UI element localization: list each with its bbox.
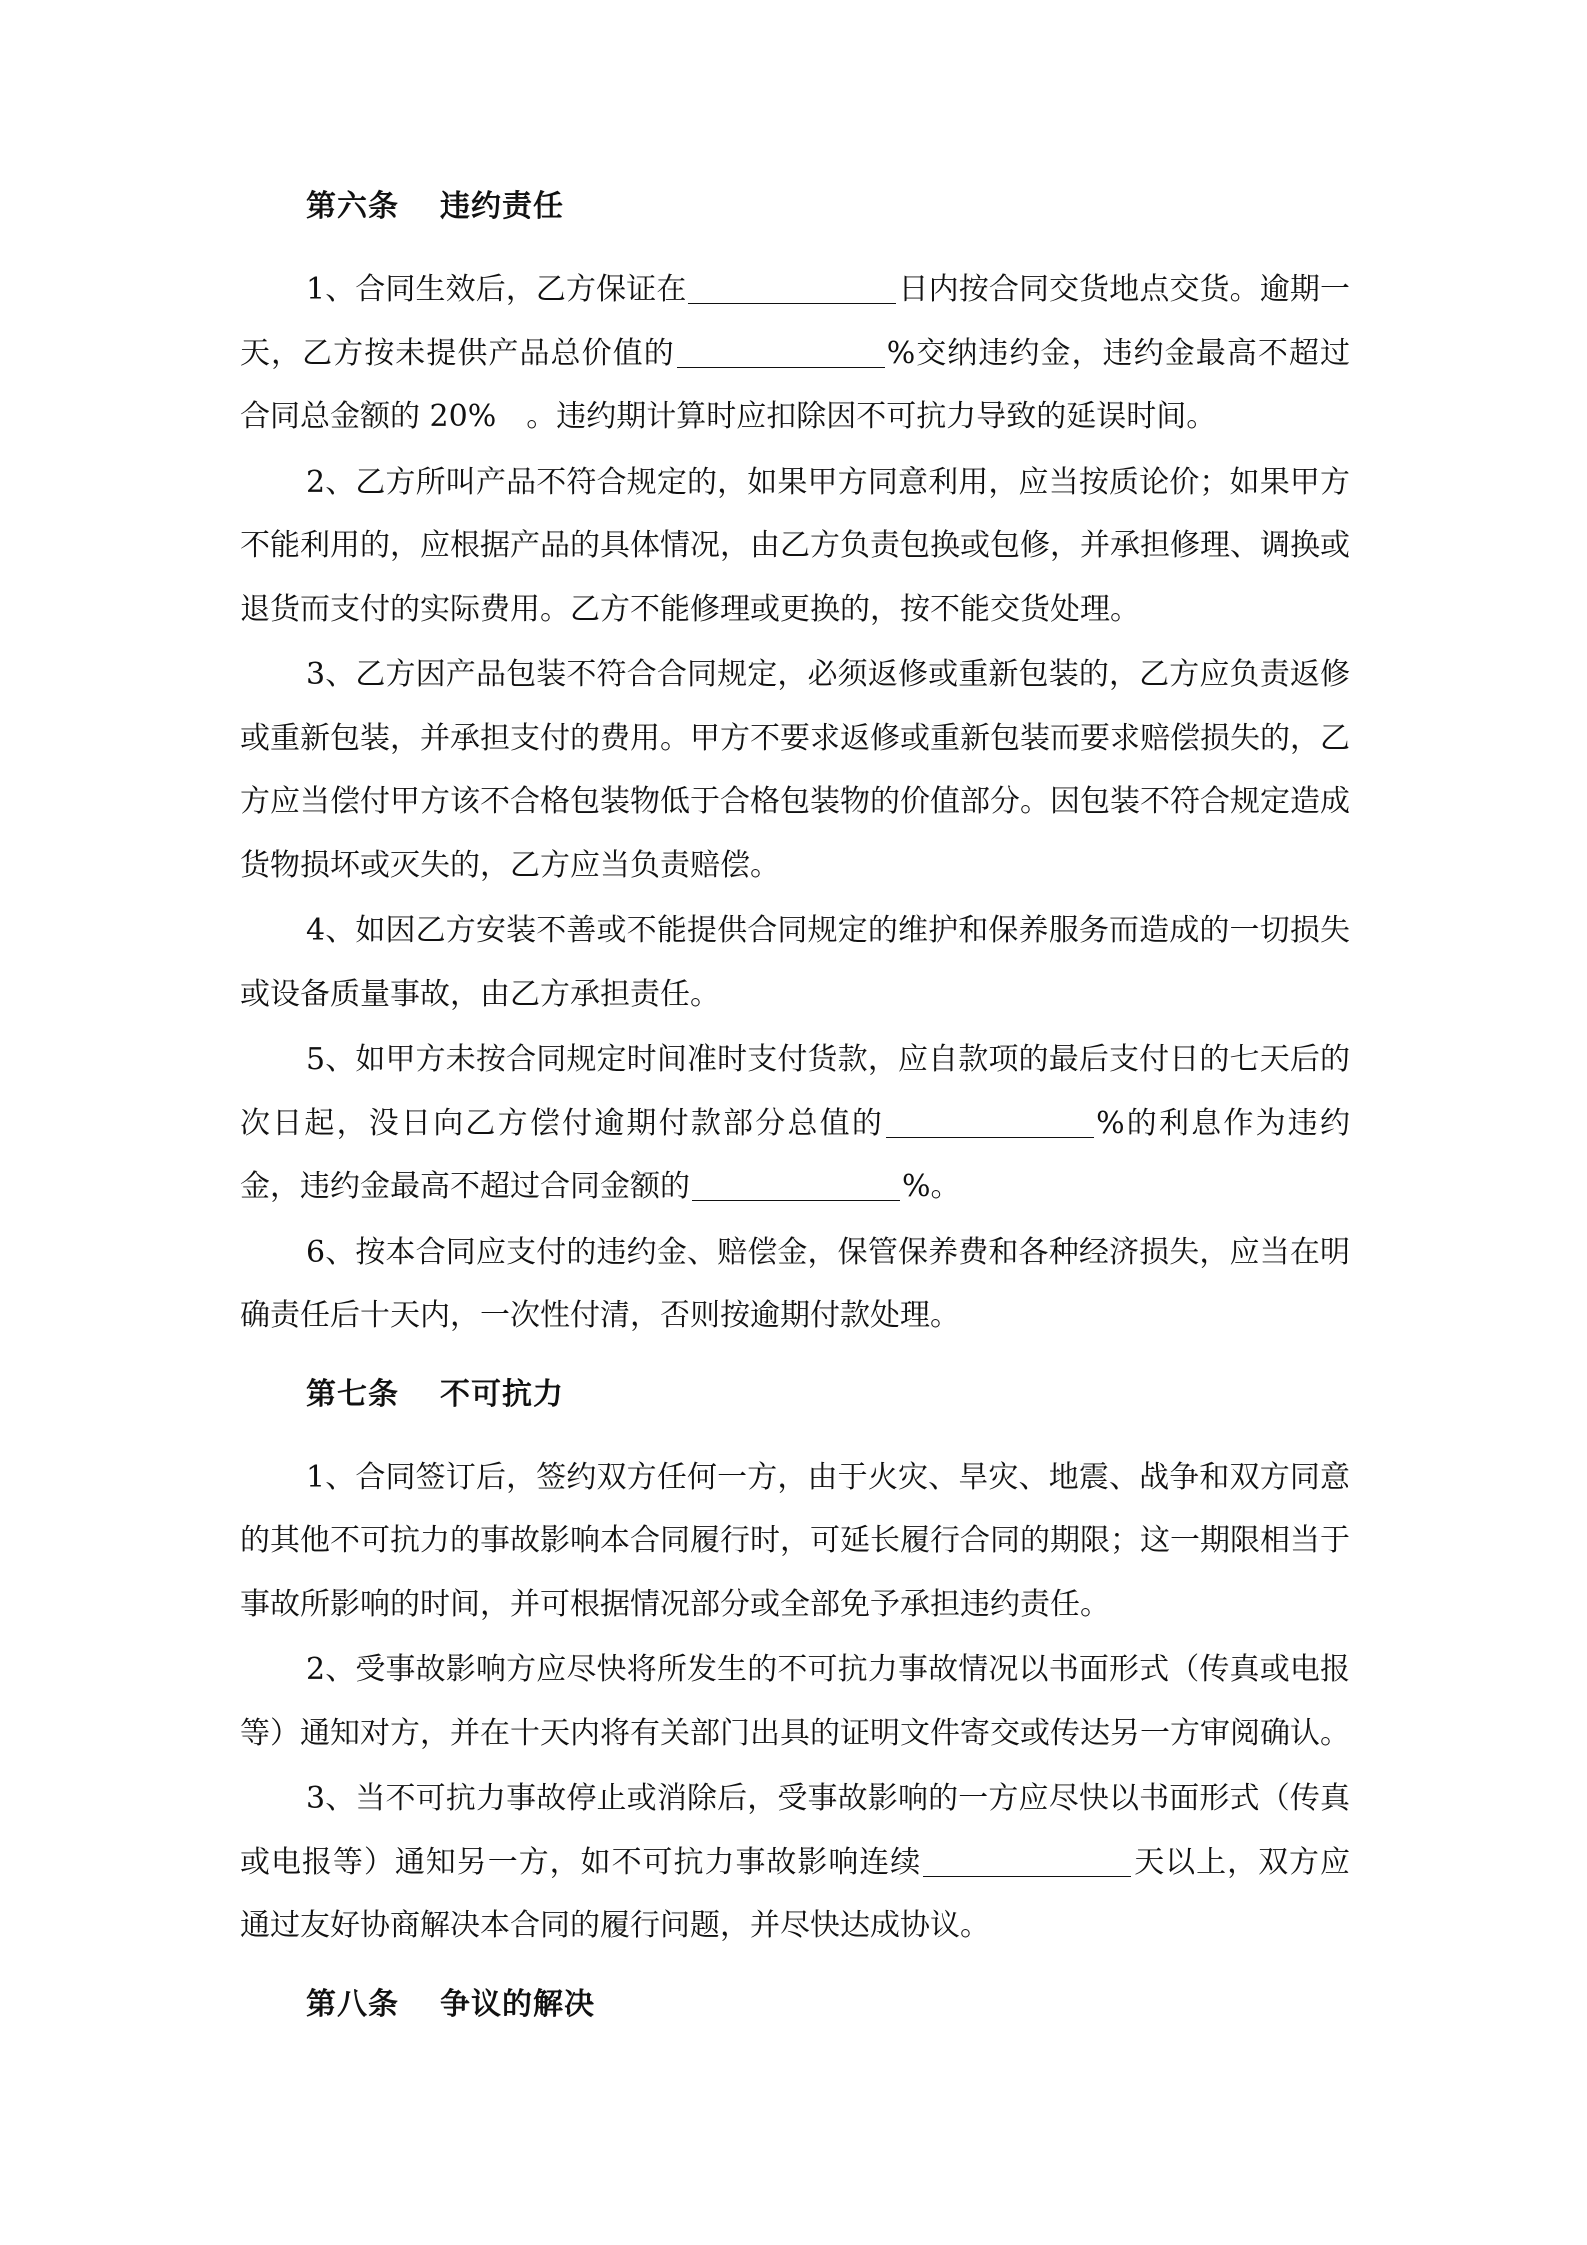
clause-6-4: 4、如因乙方安装不善或不能提供合同规定的维护和保养服务而造成的一切损失或设备质量事故，由乙方承担责任。 xyxy=(240,913,1350,1012)
clause-6-3: 3、乙方因产品包装不符合合同规定，必须返修或重新包装的，乙方应负责返修或重新包装，并承担支付的费用。甲方不要求返修或重新包装而要求赔偿损失的，乙方应当偿付甲方该不合格包装物低于合格包装物的价值部分。因包装不符合规定造成货物损坏或灭失的，乙方应当负责赔偿。 xyxy=(240,657,1350,883)
article-number: 第六条 xyxy=(306,189,399,224)
clause-7-1: 1、合同签订后，签约双方任何一方，由于火灾、旱灾、地震、战争和双方同意的其他不可抗力的事故影响本合同履行时，可延长履行合同的期限；这一期限相当于事故所影响的时间，并可根据情况部分或全部免予承担违约责任。 xyxy=(240,1459,1350,1622)
clause-7-3: 3、当不可抗力事故停止或消除后，受事故影响的一方应尽快以书面形式（传真或电报等）通知另一方，如不可抗力事故影响连续 天以上，双方应通过友好协商解决本合同的履行问题，并尽快达成协议。 xyxy=(240,1781,1351,1943)
clause-6-5: 5、如甲方未按合同规定时间准时支付货款，应自款项的最后支付日的七天后的次日起，没日向乙方偿付逾期付款部分总值的 %的利息作为违约金，违约金最高不超过合同金额的 %。 xyxy=(240,1042,1350,1204)
contract-page xyxy=(240,160,1350,2056)
fill-in-blank[interactable] xyxy=(923,1846,1131,1877)
article-7-heading xyxy=(306,1370,1350,1420)
article-title: 违约责任 xyxy=(440,189,564,224)
fill-in-blank[interactable] xyxy=(692,1170,900,1201)
article-title: 不可抗力 xyxy=(440,1376,564,1412)
article-6-heading xyxy=(306,182,1350,232)
article-title: 争议的解决 xyxy=(440,1986,595,2022)
fill-in-blank[interactable] xyxy=(677,337,885,368)
clause-6-2: 2、乙方所叫产品不符合规定的，如果甲方同意利用，应当按质论价；如果甲方不能利用的，应根据产品的具体情况，由乙方负责包换或包修，并承担修理、调换或退货而支付的实际费用。乙方不能修理或更换的，按不能交货处理。 xyxy=(240,464,1350,627)
article-number: 第七条 xyxy=(306,1376,399,1412)
fill-in-blank[interactable] xyxy=(886,1107,1094,1138)
article-8-heading xyxy=(306,1980,1350,2030)
clause-7-2: 2、受事故影响方应尽快将所发生的不可抗力事故情况以书面形式（传真或电报等）通知对方，并在十天内将有关部门出具的证明文件寄交或传达另一方审阅确认。 xyxy=(240,1652,1350,1751)
clause-6-6: 6、按本合同应支付的违约金、赔偿金，保管保养费和各种经济损失，应当在明确责任后十天内，一次性付清，否则按逾期付款处理。 xyxy=(240,1234,1350,1333)
fill-in-blank[interactable] xyxy=(688,273,896,304)
clause-6-1: 1、合同生效后，乙方保证在 日内按合同交货地点交货。逾期一天，乙方按未提供产品总价值的 %交纳违约金，违约金最高不超过合同总金额的 20% 。违约期计算时应扣除因不可抗力导致的延误时间。 xyxy=(240,272,1350,434)
article-number: 第八条 xyxy=(306,1986,399,2022)
